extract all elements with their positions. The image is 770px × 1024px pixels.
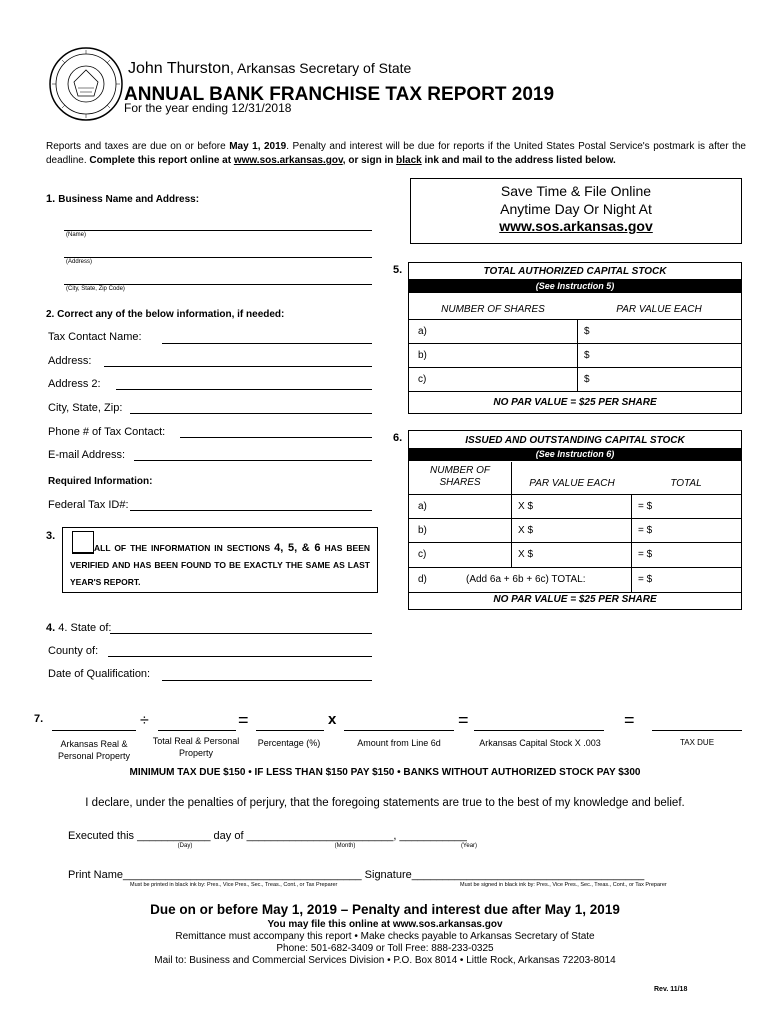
address2-field[interactable] xyxy=(116,389,372,390)
month-label: (Month) xyxy=(334,843,356,849)
report-title: ANNUAL BANK FRANCHISE TAX REPORT 2019 xyxy=(124,84,555,105)
phone-field[interactable] xyxy=(180,437,372,438)
intro-url-link[interactable]: www.sos.arkansas.gov xyxy=(233,155,343,166)
section6-col-shares: NUMBER OF SHARES xyxy=(430,465,490,488)
section6-row-c: c) xyxy=(418,549,427,560)
address-label: (Address) xyxy=(66,259,93,265)
city-label: (City, State, Zip Code) xyxy=(66,286,125,292)
print-signature-line[interactable]: Print Name_______________________________________ Signature______________________________________ xyxy=(68,869,645,881)
section5-row-a: a) xyxy=(418,326,427,337)
date-qualification-label: Date of Qualification: xyxy=(48,668,151,680)
section6-col-par: PAR VALUE EACH xyxy=(529,478,615,489)
section6-eq-a: = $ xyxy=(638,501,653,512)
tax-due-label: TAX DUE xyxy=(679,738,715,747)
percentage-label: Percentage (%) xyxy=(257,738,321,748)
intro-due: May 1, 2019 xyxy=(229,141,287,152)
total-property-field[interactable] xyxy=(158,730,236,731)
section2-title: 2. Correct any of the below information, if needed: xyxy=(46,309,285,320)
print-name-note: Must be printed in black ink by: Pres., Vice Pres., Sec., Treas., Cont., or Tax Preparer xyxy=(130,882,338,888)
section5-col-par: PAR VALUE EACH xyxy=(616,304,702,315)
section3-text-b: HAS BEEN VERIFIED AND HAS BEEN FOUND TO BE EXACTLY THE SAME AS LAST YEAR'S REPORT. xyxy=(70,543,370,587)
required-info-label: Required Information: xyxy=(48,476,153,487)
intro-bold-2: , or sign in xyxy=(342,155,397,166)
promo-line1: Save Time & File Online xyxy=(500,183,652,199)
arkansas-property-field[interactable] xyxy=(52,730,136,731)
section1-number: 1. xyxy=(46,193,56,205)
equals-sign-3: = xyxy=(624,710,635,730)
section3-sections: 4, 5, & 6 xyxy=(274,542,321,554)
line6d-amount-label: Amount from Line 6d xyxy=(357,738,441,748)
section6-x-a: X $ xyxy=(518,501,534,512)
year-ending: For the year ending 12/31/2018 xyxy=(124,101,292,115)
email-label: E-mail Address: xyxy=(48,449,126,461)
percentage-field[interactable] xyxy=(256,730,324,731)
intro-paragraph xyxy=(46,140,746,168)
section6-number: 6. xyxy=(393,432,403,444)
section6-title: ISSUED AND OUTSTANDING CAPITAL STOCK xyxy=(465,435,685,446)
address2-label: Address 2: xyxy=(48,378,101,390)
federal-tax-id-field[interactable] xyxy=(130,510,372,511)
tax-contact-label: Tax Contact Name: xyxy=(48,331,142,343)
section5-col-shares: NUMBER OF SHARES xyxy=(441,304,545,315)
intro-bold-3: ink and mail to the address listed below. xyxy=(421,155,616,166)
section3-text-a: ALL OF THE INFORMATION IN SECTIONS xyxy=(94,543,275,553)
date-qualification-field[interactable] xyxy=(162,680,372,681)
state-of-text: 4. State of: xyxy=(58,622,112,634)
section6-col-total: TOTAL xyxy=(670,478,702,489)
file-online-notice: You may file this online at www.sos.arkansas.gov xyxy=(267,919,503,930)
signature-note: Must be signed in black ink by: Pres., Vice Pres., Sec., Treas., Cont., or Tax Preparer xyxy=(460,882,667,888)
perjury-declaration: I declare, under the penalties of perjury, that the foregoing statements are true to the best of my knowledge and belief. xyxy=(85,797,685,809)
equals-sign-1: = xyxy=(238,710,249,730)
promo-line2: Anytime Day Or Night At xyxy=(500,201,652,217)
tax-due-field[interactable] xyxy=(652,730,742,731)
intro-black: black xyxy=(396,155,422,166)
day-label: (Day) xyxy=(177,843,193,849)
county-of-label: County of: xyxy=(48,645,99,657)
business-city-field[interactable] xyxy=(64,284,372,285)
executed-line[interactable]: Executed this ____________ day of ________________________, ___________ xyxy=(68,830,467,842)
file-online-promo xyxy=(410,178,742,244)
capital-stock-label: Arkansas Capital Stock X .003 xyxy=(479,738,601,748)
revision-label: Rev. 11/18 xyxy=(654,986,688,993)
capital-stock-field[interactable] xyxy=(474,730,604,731)
divide-sign: ÷ xyxy=(140,712,149,729)
header-official xyxy=(128,60,411,78)
mail-address: Mail to: Business and Commercial Services Division • P.O. Box 8014 • Little Rock, Arkansas 72203-8014 xyxy=(154,955,616,966)
equals-sign-2: = xyxy=(458,710,469,730)
section5-instruction: (See Instruction 5) xyxy=(409,279,741,293)
email-field[interactable] xyxy=(134,460,372,461)
section1-title-text: Business Name and Address: xyxy=(58,194,200,205)
section6-instruction: (See Instruction 6) xyxy=(409,448,741,461)
address-label-2: Address: xyxy=(48,355,92,367)
section6-footer: NO PAR VALUE = $25 PER SHARE xyxy=(493,594,657,605)
section6-eq-b: = $ xyxy=(638,525,653,536)
arkansas-property-label: Arkansas Real & Personal Property xyxy=(57,739,131,761)
intro-bold-1: Complete this report online at xyxy=(89,155,234,166)
intro-text-1: Reports and taxes are due on or before xyxy=(46,141,230,152)
section6-total-text: (Add 6a + 6b + 6c) TOTAL: xyxy=(466,574,586,585)
minimum-tax-notice: MINIMUM TAX DUE $150 • IF LESS THAN $150 PAY $150 • BANKS WITHOUT AUTHORIZED STOCK PAY $300 xyxy=(129,767,641,778)
county-of-field[interactable] xyxy=(108,656,372,657)
section5-title: TOTAL AUTHORIZED CAPITAL STOCK xyxy=(483,266,667,277)
section6-row-d: d) xyxy=(418,574,427,585)
address-field[interactable] xyxy=(104,366,372,367)
section5-dollar-b: $ xyxy=(584,350,590,361)
name-label: (Name) xyxy=(66,232,87,238)
section3-text xyxy=(70,540,370,591)
state-of-label: 4. 4. State of: xyxy=(46,622,112,634)
section6-x-b: X $ xyxy=(518,525,534,536)
remittance-notice: Remittance must accompany this report • Make checks payable to Arkansas Secretary of State xyxy=(175,931,595,942)
times-sign: x xyxy=(328,711,337,728)
section5-row-b: b) xyxy=(418,350,427,361)
due-date-notice: Due on or before May 1, 2019 – Penalty and interest due after May 1, 2019 xyxy=(150,902,620,917)
business-name-field[interactable] xyxy=(64,230,372,231)
business-address-field[interactable] xyxy=(64,257,372,258)
official-title: , Arkansas Secretary of State xyxy=(230,60,412,76)
promo-url-link[interactable]: www.sos.arkansas.gov xyxy=(499,218,653,234)
section6-eq-d: = $ xyxy=(638,574,653,585)
section5-footer: NO PAR VALUE = $25 PER SHARE xyxy=(493,397,657,408)
section6-x-c: X $ xyxy=(518,549,534,560)
section6-row-b: b) xyxy=(418,525,427,536)
line6d-amount-field[interactable] xyxy=(344,730,454,731)
year-label: (Year) xyxy=(460,843,478,849)
section5-dollar-c: $ xyxy=(584,374,590,385)
official-name: John Thurston xyxy=(128,60,230,77)
section3-number: 3. xyxy=(46,530,56,542)
tax-contact-field[interactable] xyxy=(162,343,372,344)
section7-number: 7. xyxy=(34,713,44,725)
section5-number: 5. xyxy=(393,264,403,276)
section5-dollar-a: $ xyxy=(584,326,590,337)
intro-text-2: . Penalty and interest will be due for reports if the United States Postal Service's postmark is after the deadline. xyxy=(46,141,746,166)
section1-title xyxy=(46,193,199,205)
total-property-label: Total Real & Personal Property xyxy=(152,736,240,758)
state-of-field[interactable] xyxy=(110,633,372,634)
phone-label: Phone # of Tax Contact: xyxy=(48,426,166,438)
section6-eq-c: = $ xyxy=(638,549,653,560)
section6-row-a: a) xyxy=(418,501,427,512)
section5-row-c: c) xyxy=(418,374,427,385)
state-seal-icon xyxy=(48,44,124,124)
federal-tax-id-label: Federal Tax ID#: xyxy=(48,499,129,511)
city-state-zip-label: City, State, Zip: xyxy=(48,402,123,414)
city-state-zip-field[interactable] xyxy=(130,413,372,414)
phone-notice: Phone: 501-682-3409 or Toll Free: 888-233-0325 xyxy=(276,943,494,954)
